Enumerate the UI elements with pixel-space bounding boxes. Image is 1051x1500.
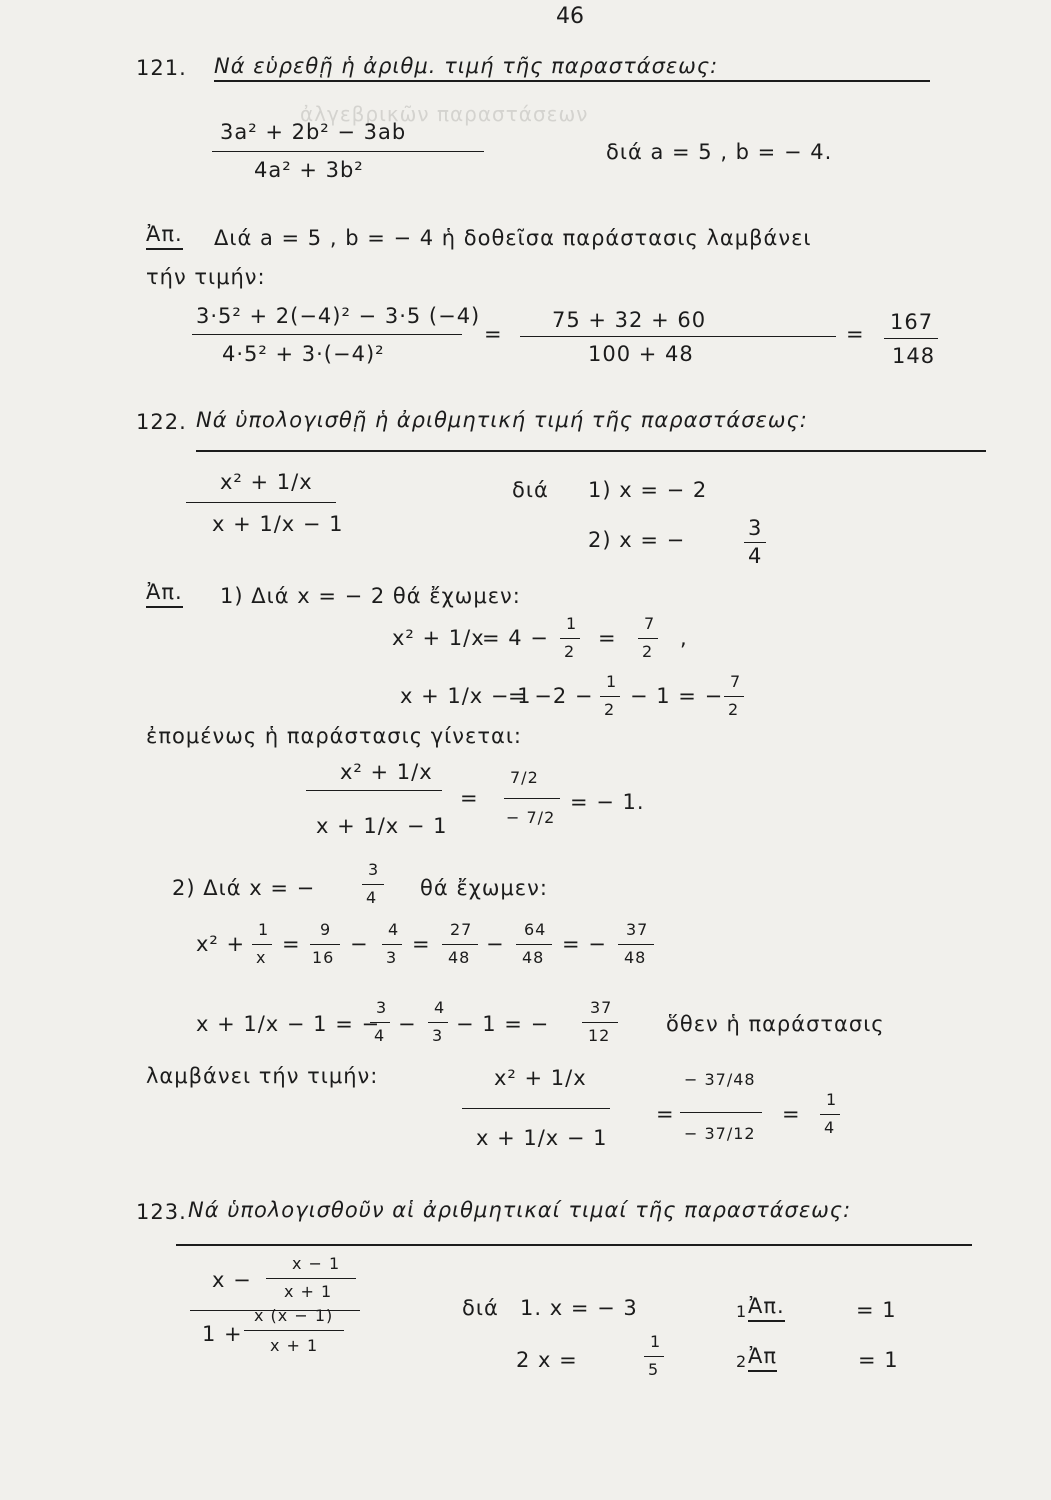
p122-line1-eq: = 4 − xyxy=(482,626,549,650)
p122-cond2-denominator: 4 xyxy=(748,544,763,568)
problem-122-heading: Νά ὑπολογισθῇ ἡ ἀριθμητική τιμή τῆς παραστάσεως: xyxy=(196,408,808,432)
problem-121-heading: Νά εὑρεθῇ ἡ ἀριθμ. τιμή τῆς παραστάσεως: xyxy=(214,54,930,82)
p122-c1-result: = − 1. xyxy=(570,790,645,814)
p121-result-bar xyxy=(884,338,938,339)
p122-case1-intro: 1) Διά x = − 2 θά ἔχωμεν: xyxy=(220,584,521,608)
p122-line3-minus2: − xyxy=(486,932,505,956)
p122-answer-label: Ἀπ. xyxy=(146,580,183,608)
p121-answer-text: Διά a = 5 , b = − 4 ἡ δοθεῖσα παράστασις λαμβάνει xyxy=(214,226,812,250)
p121-equals-2: = xyxy=(846,322,865,346)
p122-line3-e-num: 37 xyxy=(626,920,649,939)
p123-dia: διά xyxy=(462,1296,499,1320)
p122-line4-b-bar xyxy=(428,1022,448,1023)
p122-cond2-bar xyxy=(744,542,766,543)
p122-line1-lhs: x² + 1/x xyxy=(392,626,485,650)
p122-line4-b-num: 4 xyxy=(434,998,446,1017)
p122-case2-bar xyxy=(362,884,384,885)
p123-bottom-inner-bar xyxy=(244,1330,344,1331)
p123-top-inner-denominator: x + 1 xyxy=(284,1282,333,1301)
p123-answer-1-index: 1 xyxy=(736,1302,747,1321)
p122-line2-mid: − 1 = − xyxy=(630,684,724,708)
p122-expr-numerator: x² + 1/x xyxy=(220,470,313,494)
p122-cond2-numerator: 3 xyxy=(748,516,763,540)
p122-line2-res-bar xyxy=(724,696,744,697)
p122-line3-d-den: 48 xyxy=(522,948,545,967)
problem-123-number: 123. xyxy=(136,1200,187,1224)
problem-121-number: 121. xyxy=(136,56,187,80)
p122-case2-denominator: 4 xyxy=(366,888,378,907)
p123-top-x: x − xyxy=(212,1268,252,1292)
p122-c2-res-denominator: 4 xyxy=(824,1118,836,1137)
p122-line1-frac-num: 1 xyxy=(566,614,578,633)
p121-expr-numerator: 3a² + 2b² − 3ab xyxy=(220,120,407,144)
p122-case2-numerator: 3 xyxy=(368,860,380,879)
p121-mid-denominator: 100 + 48 xyxy=(588,342,694,366)
p122-line3-eq3: = − xyxy=(562,932,607,956)
p122-conclusion-2: λαμβάνει τήν τιμήν: xyxy=(146,1064,379,1088)
p122-line3-a-num: 9 xyxy=(320,920,332,939)
p121-calc-bar xyxy=(192,334,462,335)
p123-cond2-numerator: 1 xyxy=(650,1332,662,1351)
p123-bottom-inner-denominator: x + 1 xyxy=(270,1336,319,1355)
p122-line3-f-den: x xyxy=(256,948,267,967)
p122-c1-bar xyxy=(306,790,442,791)
p122-line3-lhs: x² + xyxy=(196,932,246,956)
p122-c1-numerator: x² + 1/x xyxy=(340,760,433,784)
p122-line3-b-num: 4 xyxy=(388,920,400,939)
p122-line1-tail: , xyxy=(680,626,688,650)
p122-line1-eq2: = xyxy=(598,626,617,650)
p122-line1-frac-bar xyxy=(560,638,580,639)
p121-calc-denominator: 4·5² + 3·(−4)² xyxy=(222,342,385,366)
p122-c2-mid-numerator: − 37/48 xyxy=(684,1070,756,1089)
p122-c2-res-bar xyxy=(820,1114,840,1115)
p122-c2-numerator: x² + 1/x xyxy=(494,1066,587,1090)
p122-line3-minus: − xyxy=(350,932,369,956)
page-number: 46 xyxy=(556,4,584,29)
p122-line4-a-den: 4 xyxy=(374,1026,386,1045)
p122-line3-b-bar xyxy=(382,944,402,945)
p123-answer-2-label: Ἀπ xyxy=(748,1344,777,1372)
p122-line3-f-num: 1 xyxy=(258,920,270,939)
p122-line1-res-bar xyxy=(638,638,658,639)
p122-line2-lhs: x + 1/x − 1 xyxy=(400,684,532,708)
p122-c2-mid-denominator: − 37/12 xyxy=(684,1124,756,1143)
p121-fraction-bar xyxy=(212,151,484,152)
p121-equals: = xyxy=(484,322,503,346)
p122-c2-bar xyxy=(462,1108,610,1109)
p122-line3-a-bar xyxy=(310,944,340,945)
p122-c2-eq2: = xyxy=(782,1102,801,1126)
p122-c1-eq: = xyxy=(460,786,479,810)
p122-line2-frac-num: 1 xyxy=(606,672,618,691)
p122-c1-denominator: x + 1/x − 1 xyxy=(316,814,448,838)
p123-answer-2-index: 2 xyxy=(736,1352,747,1371)
p122-c1-mid-denominator: − 7/2 xyxy=(506,808,556,827)
p121-condition: διά a = 5 , b = − 4. xyxy=(606,140,833,164)
p122-heading-underline xyxy=(196,450,986,452)
p122-conclusion-1: ἐπομένως ἡ παράστασις γίνεται: xyxy=(146,724,523,748)
p122-line1-res-num: 7 xyxy=(644,614,656,633)
p122-line4-a-bar xyxy=(370,1022,390,1023)
p122-condition-1: 1) x = − 2 xyxy=(588,478,708,502)
p122-condition-dia: διά xyxy=(512,478,549,502)
p123-answer-2-value: = 1 xyxy=(858,1348,899,1372)
p122-line3-eq: = xyxy=(282,932,301,956)
p122-line3-e-bar xyxy=(618,944,654,945)
p122-line4-tail: ὅθεν ἡ παράστασις xyxy=(666,1012,885,1036)
p122-c2-mid-bar xyxy=(680,1112,762,1113)
p122-line3-e-den: 48 xyxy=(624,948,647,967)
p123-bottom-1: 1 + xyxy=(202,1322,243,1346)
p122-line4-lhs: x + 1/x − 1 = − xyxy=(196,1012,381,1036)
p123-cond2-denominator: 5 xyxy=(648,1360,660,1379)
p122-line2-eq: = −2 − xyxy=(508,684,594,708)
p122-c2-res-numerator: 1 xyxy=(826,1090,838,1109)
p121-mid-bar xyxy=(520,336,836,337)
p122-line4-c-den: 12 xyxy=(588,1026,611,1045)
p122-c1-mid-numerator: 7/2 xyxy=(510,768,539,787)
p122-line4-a-num: 3 xyxy=(376,998,388,1017)
p122-expr-bar xyxy=(186,502,336,503)
p121-result-denominator: 148 xyxy=(892,344,936,368)
p122-c2-denominator: x + 1/x − 1 xyxy=(476,1126,608,1150)
p122-line1-res-den: 2 xyxy=(642,642,654,661)
p122-line1-frac-den: 2 xyxy=(564,642,576,661)
p122-line3-d-bar xyxy=(516,944,552,945)
p122-line4-c-bar xyxy=(582,1022,618,1023)
p123-condition-1: 1. x = − 3 xyxy=(520,1296,638,1320)
p122-condition-2: 2) x = − xyxy=(588,528,686,552)
p123-heading-underline xyxy=(176,1244,972,1246)
p123-top-inner-numerator: x − 1 xyxy=(292,1254,341,1273)
p122-line4-c-num: 37 xyxy=(590,998,613,1017)
p121-result-numerator: 167 xyxy=(890,310,934,334)
p122-line4-mid: − 1 = − xyxy=(456,1012,550,1036)
bleed-through-text: ἀλγεβρικῶν παραστάσεων xyxy=(300,102,589,126)
p123-bottom-inner-numerator: x (x − 1) xyxy=(254,1306,334,1325)
p122-expr-denominator: x + 1/x − 1 xyxy=(212,512,344,536)
p122-case2-intro: 2) Διά x = − xyxy=(172,876,316,900)
p122-c2-eq: = xyxy=(656,1102,675,1126)
p122-line3-d-num: 64 xyxy=(524,920,547,939)
p122-line2-res-den: 2 xyxy=(728,700,740,719)
p122-line2-frac-den: 2 xyxy=(604,700,616,719)
problem-122-number: 122. xyxy=(136,410,187,434)
p122-line4-minus: − xyxy=(398,1012,417,1036)
p123-cond2-bar xyxy=(644,1356,664,1357)
p122-line3-c-num: 27 xyxy=(450,920,473,939)
p122-line2-res-num: 7 xyxy=(730,672,742,691)
p123-condition-2: 2 x = xyxy=(516,1348,578,1372)
problem-123-heading: Νά ὑπολογισθοῦν αἱ ἀριθμητικαί τιμαί τῆς παραστάσεως: xyxy=(188,1198,852,1222)
p122-line3-b-den: 3 xyxy=(386,948,398,967)
p122-line3-a-den: 16 xyxy=(312,948,335,967)
p123-answer-1-label: Ἀπ. xyxy=(748,1294,785,1322)
p122-line3-c-den: 48 xyxy=(448,948,471,967)
p122-c1-mid-bar xyxy=(504,798,560,799)
p122-line4-b-den: 3 xyxy=(432,1026,444,1045)
p123-top-inner-bar xyxy=(266,1278,356,1279)
p122-line3-eq2: = xyxy=(412,932,431,956)
p123-answer-1-value: = 1 xyxy=(856,1298,897,1322)
p121-mid-numerator: 75 + 32 + 60 xyxy=(552,308,707,332)
p121-expr-denominator: 4a² + 3b² xyxy=(254,158,364,182)
p121-answer-label: Ἀπ. xyxy=(146,222,183,250)
p122-line3-c-bar xyxy=(442,944,478,945)
p121-answer-text-2: τήν τιμήν: xyxy=(146,265,266,289)
p122-line3-f-bar xyxy=(252,944,272,945)
p121-calc-numerator: 3·5² + 2(−4)² − 3·5 (−4) xyxy=(196,304,481,328)
p122-case2-tail: θά ἔχωμεν: xyxy=(420,876,548,900)
p122-line2-frac-bar xyxy=(600,696,620,697)
